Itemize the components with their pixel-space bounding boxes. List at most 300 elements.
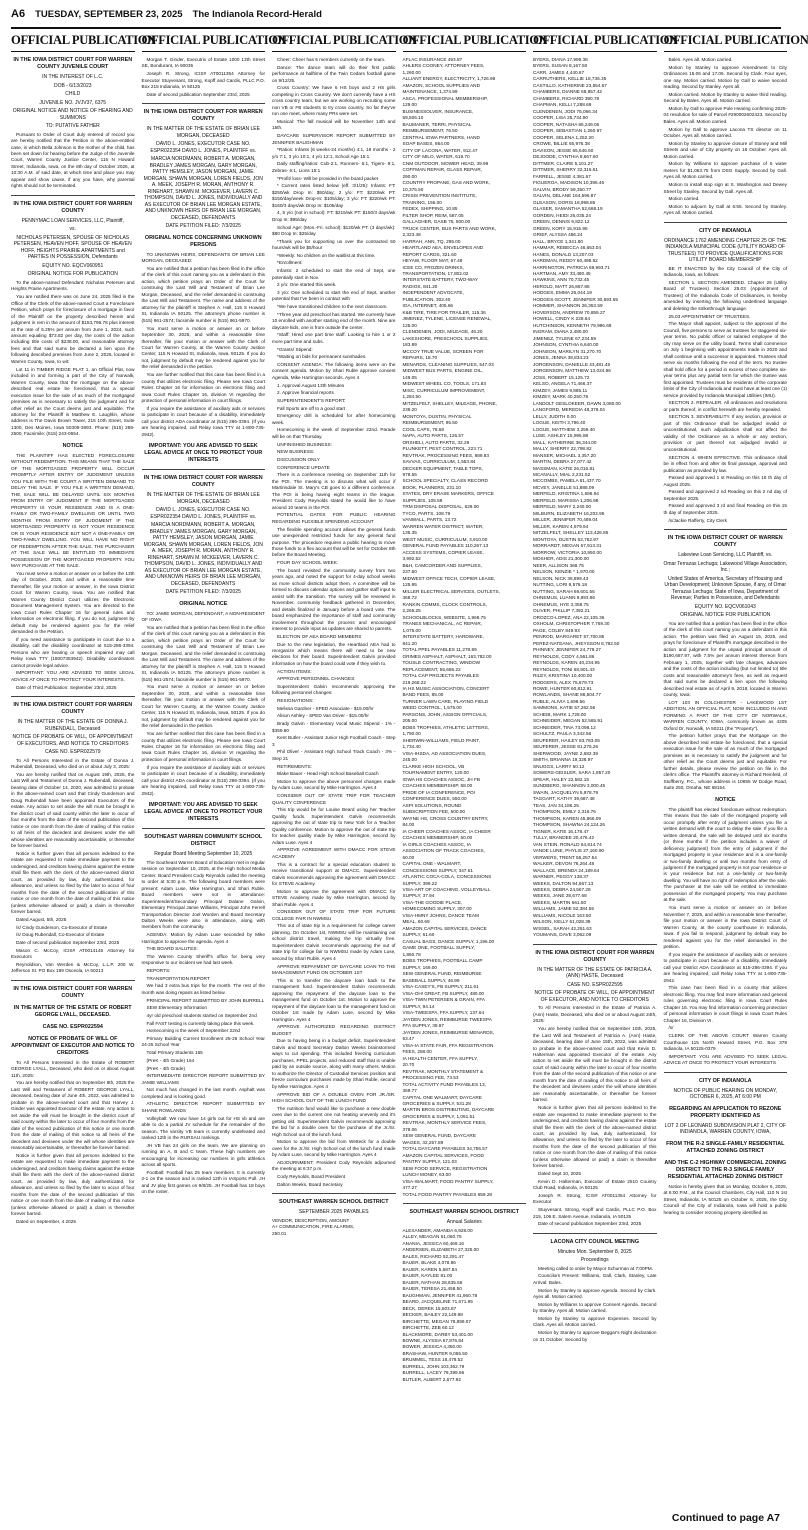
notice-paragraph: TO: JAMIE MORGAN, DEFENDANT, A NON-RESIDENT OF IOWA — [141, 610, 265, 623]
list-line: 1,075.00 — [402, 627, 421, 633]
column-heading: OFFICIAL PUBLICATION — [403, 33, 527, 52]
notice-paragraph: Volleyball: We now have 14 girls out for HS vb and are able to do a partial JV schedule for the remainder of the season. The varsity VB team is currently undefeated and ranked 12th in the RURSAU rankings. — [141, 1115, 265, 1141]
notice-paragraph: Bales. Ayes all. Motion carried. — [668, 57, 733, 62]
notice-paragraph: Musical: The fall musical will be November 14th and 15th. — [272, 118, 396, 131]
notice-paragraph: /s/ Cindy Gunderson, Co-Executor of Estate — [16, 924, 108, 930]
list-line: MASSMAN, KATIE 26,016.81 — [533, 465, 595, 471]
list-line: WAYNE HS, CROSS COUNTRY ENTRY, — [402, 815, 489, 821]
notice-paragraph: Date of second publication September 23rd, 2025 — [16, 939, 120, 945]
notice-paragraph: INTERMEDIATE DIRECTOR REPORT SUBMITTED BY JAMIE WILLIAMS — [141, 1073, 265, 1085]
notice-divider — [142, 828, 266, 829]
list-line: 125.00 — [402, 322, 417, 328]
notice-paragraph: You must serve a motion or answer on or before November 7, 2025, and within a reasonable time thereafter, file your motion or answer in the Iowa District Court of Warren County, at the county courthouse in Indianola, Iowa. If you fail to respond, judgment by default may be rendered against you for the relief demanded in the petition. — [663, 905, 787, 949]
notice-paragraph: You must serve a motion or answer on or before September 30, 2025, and within a reasonable time thereafter, file your motion or answer with the Clerk of Court for Warren County, at the Warren County Justice Center, 115 N Howard St, Indianola, Iowa, 50125. If you do not, judgment by default may be rendered against you for the relief demanded in the petition. — [141, 684, 265, 729]
notice-heading: ORIGINAL NOTICE — [179, 600, 228, 607]
list-line: LOGUE, MATTHEW 3,259.40 — [533, 426, 595, 432]
list-line: BOBS TROPHIES, ATHLETIC LETTERS, — [402, 724, 490, 730]
notice-heading: IMPORTANT: YOU ARE ADVISED TO SEEK LEGAL ADVICE AT ONCE TO PROTECT YOUR INTERESTS — [144, 443, 263, 464]
notice-paragraph: RETIREMENTS: — [277, 763, 312, 769]
list-line: PAGE, COLBY 849.93 — [533, 627, 580, 633]
notice-paragraph: RESIGNATIONS: — [277, 698, 314, 704]
list-line: IA HS MUSIC ASSOCIATION, CONCERT — [402, 685, 490, 691]
list-line: BAUER, KAYLEE 81.00 — [402, 1273, 453, 1279]
list-line: HODGES, EMMA 26,044.19 — [533, 290, 592, 296]
list-line: HOMECOMING SUPPLY, 307.00 — [402, 906, 472, 912]
notice-paragraph: Motion by Gall to approve Lacona TS director on 11 October. Ayes all. Motion carried. — [663, 126, 787, 139]
list-line: 125.95 — [402, 582, 417, 588]
list-line: IA CHEER COACHES ASSOC, IA CHEER — [402, 828, 491, 834]
notice-subheading: ORIGINAL NOTICE FOR PUBLICATION — [680, 612, 771, 619]
notice-paragraph: * Current rates listed below (eff. 3/1/25): Infants: FT: $250/wk Drop In: $50/day; 2 y/o: FT: $220/wk PT: $150/day/week Drop-In: $105/day; 3 y/o: FT: $220/wk PT: $160/3 days/wk Drop In: $105/day — [272, 183, 396, 208]
notice-paragraph: You are further notified that this case has been filed in a county that utilizes electronic filing. Please see Iowa Court Rules Chapter 16 for information on electronic filing and Iowa Court Rules Chapter 16, division VI regarding the protection of personal information in court filings. — [141, 372, 265, 404]
notice-subheading: Omar Terrazas Lechuga; Lakewood Village Association, Inc.; — [663, 560, 787, 574]
notice-heading: IN THE IOWA DISTRICT COURT FOR WARREN COUNTY — [13, 702, 133, 716]
list-line: AMAZON CAPITAL SERVICES, DANCE — [402, 925, 487, 931]
notice-paragraph: You are notified that a petition has been filed in the office of the clerk of this court naming you as a defendant in this action. The petition was filed on August 15, 2025, and prays for foreclosure of Plaintiff's mortgage described in the action and judgment for the unpaid principal amount of $190,687.97, with 7.5% per annum interest thereon from February 1, 2025, together with late charges, advances and the costs of the action including (but not limited to) title costs and reasonable attorney's fees, as well as request that said sums be declared a lien upon the following described real estate as of April 9, 2018, located in Warren county, Iowa: — [663, 620, 787, 697]
list-line: INTERSTATE BATTERY, TWO-WAY — [402, 277, 479, 283]
notice-paragraph: 25.03 APPOINTMENT OF TRUSTEES. — [668, 313, 751, 319]
list-line: BIRCHETTE, ZEB 60.12 — [402, 1325, 454, 1331]
list-line: FEES, 258.00 — [402, 1049, 432, 1055]
notice-subheading: ORDINANCE 1762 AMENDING CHAPTER 25 OF THE INDIANOLA MUNICIPAL CODE (UTILITY BOARD OF TRUSTEES) TO PROVIDE QUALIFICATIONS FOR UTILITY BOARD MEMBERSHIP — [664, 237, 787, 264]
notice-paragraph: *Profit/ loss- Will be provided in the board packet — [277, 175, 379, 181]
notice-paragraph: Motion by Stanley to approve Agenda. Second by Clark. Ayes all. Motion carried. — [533, 1287, 657, 1300]
notice-paragraph: Kevin D. Halterman, Executor of Estate 2510 Country Club Road, Indianola, IA 50125 — [533, 1178, 657, 1191]
list-line: VISA-CASEY'S, FB SUPPLY, 211.61 — [402, 984, 479, 990]
notice-paragraph: You must serve a motion or answer on or before September 30, 2025, and within a reasonable time thereafter, file your motion or answer with the Clerk of Court for Warren County, at the Warren County Justice Center, 115 N Howard St, Indianola, Iowa, 50125. If you do not, judgment by default may be rendered against you for the relief demanded in the petition. — [141, 325, 265, 370]
list-line: 368.72 — [402, 595, 417, 601]
notice-paragraph: Motion by Gall to approve Pole Hearing confirming 2025-04 resolution for sale of Parcel #290002602423. Second by Bales. Ayes all. Motion carried. — [663, 105, 787, 124]
notice-paragraph: 4, 5 y/o (not in school): FT: $215/wk PT: $150/3 days/wk Drop In: $95/day — [272, 210, 396, 222]
list-line: REIMBURSEMENT, 95.50 — [402, 420, 458, 426]
list-line: MITZELFELT, SHELLEY 113,426.85 — [533, 530, 609, 536]
notice-divider — [533, 1233, 657, 1234]
column-heading: OFFICIAL PUBLICATION — [11, 33, 135, 52]
notice-paragraph: Motion to install stop sign at S. Washington and Dewey Street by Stanley. Second by Gall. Ayes all. — [663, 182, 787, 194]
list-line: HOWELL, CINDY K 228.64 — [533, 316, 590, 322]
list-line: TOTAL PPEL PAYABLES 11,278.89 — [402, 647, 477, 653]
list-line: JORGENSON, DANIELLE 43,481.45 — [533, 361, 611, 367]
notice-subheading: CASE NO. ESPR022595 — [566, 981, 623, 988]
list-line: COOPER, NATASHA 95,249.06 — [533, 121, 600, 127]
list-line: MILLER, KAREN 4,979.94 — [533, 523, 589, 529]
list-line: 149.05 — [402, 374, 417, 380]
notice-paragraph: Motion to approve the bid from Wetteck for a double oven for the Jr./Sr. High School out of the lunch fund made by Adam Luse, second by Mike Harrington. Ayes 4 — [272, 1139, 396, 1158]
notice-paragraph: Meeting called to order by Mayor Schurman at 7:00PM. — [538, 1265, 653, 1271]
notice-subheading: LOT 2 OF LEONARD SUBDIVISION PLAT 2, CITY OF INDIANOLA, WARREN COUNTY, IOWA, — [664, 1122, 786, 1136]
notice-subheading: NOTICE OF PUBLIC HEARING ON MONDAY, OCTOBER 6, 2025, AT 6:00 PM — [673, 1087, 777, 1101]
list-line: COOL CAPS, 78.68 — [402, 426, 445, 432]
notice-heading: CITY OF INDIANOLA — [698, 1077, 752, 1084]
notice-paragraph: Due to having being in a budget deficit, Superintendent Galvin and Board Secretary Dalton Weeks brainstormed ways to cut spending. This included freezing curriculum purchases, PPEL projects, and reduced staff that is unable paid by an outside source, along with many others. Motion to authorize the Director of Custodial Services position and freeze curriculum purchases made by Shari Ruble, second by Mike Harrington. Ayes 4 — [272, 1038, 396, 1089]
list-line: SNUGGS, LARRY 60.12 — [533, 763, 585, 769]
list-line: BUTLER, ALBERT 2,677.92 — [402, 1376, 461, 1382]
notice-paragraph: LOT 103 IN COLCHESTER - LAKEWOOD 1ST ADDITION, AN OFFICIAL PLAT, NOW INCLUDED IN AND FORMING A PART OF THE CITY OF NORWALK, WARREN COUNTY, IOWA, commonly known as 4205 Oxford Dr, Norwalk, IA 50211 (the "Property"). — [663, 699, 787, 731]
list-line: KIMZEY, JAMES 9,885.11 — [533, 387, 588, 393]
list-line: SCHOOLBLOCKS, WEBSITE, 1,968.75 — [402, 614, 486, 620]
notice-paragraph: You are hereby notified that on September 8th, 2025 the Last Will and Testament of ROBERT GEORGE LYALL, deceased, bearing date of June 4th, 2022, was admitted to probate in the above-named court and that Harvey J. Ginder was appointed Executor of the estate. Any action to set aside the will must be brought in the district court of said county within the later to occur of four months from the date of the second publication of this notice or one month from the date of mailing of this notice to all heirs of the decedent and devisees under the will whose identities are reasonably ascertainable, or thereafter be forever barred. — [11, 1080, 135, 1151]
notice-paragraph: Fall FAST testing is currently taking place this week. — [146, 1020, 255, 1026]
list-line: MERFELD, MARY 2,240.00 — [533, 504, 591, 510]
list-line: REIMBURSEMENT, 76.50 — [402, 128, 458, 134]
list-line: CARR, JAMES 4,440.67 — [533, 69, 585, 75]
list-line: 1,734.40 — [402, 744, 421, 750]
list-line: SCHNEIDER, TINA 73,098.12 — [533, 724, 596, 730]
list-line: K&B TIRE, TIRE FOR TRAILER, 115.36 — [402, 309, 486, 315]
notice-paragraph: Passed and approved 1 st Reading on this 18 th day of August 2025. — [663, 475, 787, 487]
notice-heading: IMPORTANT: YOU ARE ADVISED TO SEEK LEGAL ADVICE AT ONCE TO PROTECT YOUR INTERESTS — [144, 802, 263, 823]
notice-paragraph: Motion by Williams to approve Consent Agenda. Second by Stanley. Ayes all. Motion carried. — [533, 1301, 657, 1314]
notice-paragraph: The Mayor shall appoint, subject to the approval of the Council, five persons to serve as trustees for staggered six-year terms. No public officer or salaried employee of the city may serve on the utility board. Terms shall commence on July 1 beginning with appointments made in 2020 and shall continue until a successor is appointed. Trustees shall serve six months following the end of the term. No trustee shall hold office for a period in excess of two complete six-year terms plus any partial term for which the trustee was first appointed. Trustees must be residents of the corporate limits of the City of Indianola and must have at least one (1) service provided by Indianola Municipal Utilities (IMU). — [663, 321, 787, 398]
list-line: THOMPSON, KAREN 45,866.09 — [533, 815, 601, 821]
list-line: COACHES MEMBERSHIP, 58.00 — [402, 783, 473, 789]
notice-paragraph: You must serve a motion or answer on or before the 13th day of October, 2025, and within a reasonable time thereafter, file your motion or answer, in the Iowa District Court for Warren County, Iowa. You are notified that Warren County District Court utilizes the Electronic Document Management System. You are directed to the Iowa Court Rules Chapter 16 for general rules and information on electronic filing. If you do not, judgment by default may be rendered against you for the relief demanded in the Petition. — [11, 570, 135, 635]
list-line: JIMENEZ, TYLENE, LICENSE RENEWAL, — [402, 316, 492, 322]
notice-paragraph: APPROVE BID OF A DOUBLE OVEN FOR JR./SR. HIGH SCHOOL OUT OF THE LUNCH FUND — [272, 1091, 396, 1103]
notice-subheading: EQUITY NO. EQCV061043 — [694, 603, 756, 610]
list-line: CHAPMAN, KELLI 7,288.69 — [533, 102, 592, 108]
notice-paragraph: There is a conference meeting on September 11th for the POI. The meeting is to discuss what will occur if Martinsdale St. Mary's CB goes to a different conference. The POI is being having eight teams in the league. President Cody Reynolds stated he would like to have around 10 teams in the POI. — [272, 472, 396, 510]
notice-paragraph: Motion by Williams to approve purchase of 5 water meters for $1,063.75 from DSG Supply. Second by Gall. Ayes all. Motion carried. — [663, 161, 787, 180]
list-line: MORROW, VICTORIA 10,950.00 — [533, 549, 602, 555]
list-line: SEUFERER, JESSE 81,275.26 — [533, 744, 599, 750]
list-line: OXHOLM, CHRISTOPHER 7,769.30 — [533, 621, 610, 627]
list-line: BRUMMEL, TESS 18,478.52 — [402, 1357, 463, 1363]
list-line: SCHOOL SPECIALTY, CLASS RECORD — [402, 478, 488, 484]
list-line: MEAL, 60.69 — [402, 919, 430, 925]
notice-paragraph: You are notified that a petition has been filed in the office of the clerk of this court naming you as a defendant in this action, which petition prays an Order of the Court for construing the Last Will and Testament of Brian Lee Morgan, Deceased, and the relief demanded is construing the Last Will and Testament. The name and address of the attorney for the plaintiff is Stephen A. Hall, 115 S Howard St, Indianola IA 50125. The attorney's phone number is (515) 961-2574; facsimile number is (515) 961-5970. — [141, 624, 265, 682]
notice-paragraph: You are hereby notified that on August 19th, 2025, the Last Will and Testament of Donna J. Rubendall, deceased, bearing date of October 14, 2020, was admitted to probate in the above-named court and that Cindy Gunderson and Doug Rubendall have been appointed Executors of the estate. Any action to set aside the will must be brought in the district court of said county within the later to occur of four months from the date of the second publication of this notice or one month from the date of mailing of this notice to all heirs of the decedent and devisees under the will whose identities are reasonably ascertainable, or thereafter be forever barred. — [11, 771, 135, 849]
notice-heading: LACONA CITY COUNCIL MEETING — [550, 1238, 640, 1245]
notice-paragraph: Passed and approved 2 nd Reading on this 2 nd day of September 2025. — [663, 489, 787, 501]
list-line: VISA-IA STATE FAIR, FFA REGISTRATION — [402, 1042, 494, 1048]
list-line: JOHNSON, CYNTHIA 6,640.00 — [533, 342, 599, 348]
list-line: ATLANTIC COCA-COLA, CONCESSIONS — [402, 874, 492, 880]
list-line: GREEN, KORY 15,915.96 — [533, 225, 588, 231]
notice-paragraph: (PreK - 4th Grade) 164 — [146, 1057, 195, 1063]
notice-paragraph: Emergency drill is scheduled for after homecoming week. — [272, 413, 396, 425]
list-line: VISA-WALMART, FOOD PANTRY SUPPLY, — [402, 1178, 494, 1184]
list-line: LANDOLT GESLOKEER, DAWN 3,080.00 — [533, 400, 621, 406]
list-line: HALL, BRYCE 1,341.80 — [533, 238, 583, 244]
list-line: MENARDS, CLEANING SUPPLIES, 547.03 — [402, 361, 494, 367]
list-line: CLENDENEN, JODI 75,066.34 — [533, 108, 598, 114]
list-line: HUTCHINSON, KENNETH 79,996.69 — [533, 322, 612, 328]
list-line: DECKER EQUIPMENT, TABLE TOPS, — [402, 465, 483, 471]
list-line: BOWER, JESSICA 4,360.00 — [402, 1344, 462, 1350]
notice-paragraph: Homecoming is the week of September 22nd. Parade will be on that Thursday. — [272, 427, 396, 439]
notice-paragraph: *Three year old preschool has started. We currently have 10 enrolled with another starting end of the month. Nine are daycare kids, one is from outside the center. — [272, 311, 396, 330]
notice-paragraph: Alison Ashley - SPED Van Driver - $15.00/hr — [277, 713, 369, 719]
list-line: HOVERSON, ANDREW 70,859.27 — [533, 309, 606, 315]
notice-paragraph: CONSIDER OUT OF STATE TRIP FOR TEACHER QUALITY CONFERENCE — [272, 793, 396, 805]
list-line: SUPPLY, 399.22 — [402, 880, 437, 886]
notice-heading: IN THE IOWA DISTRICT COURT FOR WARREN COUNTY — [143, 475, 263, 489]
list-line: SAMMONS, KATIE 57,262.56 — [533, 705, 596, 711]
notice-paragraph: Daily staffing/ratios: Cub-2:1, Runners- 6:1, Tigers- 9:1, Zebras- 6:1, Lions 15:1 — [272, 161, 396, 173]
notice-subheading: CHILD — [65, 91, 81, 98]
notice-subheading: IN THE MATTER OF THE ESTATE OF PATRICIA A. (ANN) HASTE, Deceased — [537, 966, 653, 980]
column-1 — [11, 33, 156, 1511]
notice-divider — [142, 103, 266, 104]
list-line: GLASER, SAMANTHA 52,668.19 — [533, 206, 603, 212]
list-line: MANSER, MICHAEL 3,357.20 — [533, 452, 596, 458]
list-line: ASSOCIATION OF TRACK COACHES, — [402, 848, 485, 854]
list-line: WEST MUSIC, CURRICULUM, 3,910.00 — [402, 536, 488, 542]
notice-divider — [11, 696, 135, 697]
list-line: LAKESHORE, PRESCHOOL SUPPLIES, — [402, 335, 489, 341]
list-line: FIGUEROA, MADISON 10,396.46 — [533, 180, 605, 186]
notice-paragraph: *Staff: Hired one part time staff. Looking to hire 1 or 2 more part time and subs. — [272, 332, 396, 344]
notice-paragraph: Cody Reynolds, Board President — [277, 1174, 346, 1180]
notice-subheading: DAVID L. JONES, EXECUTOR CASE NO. ESPR022354 DAVID L. JONES, PLAINTIFF vs. — [150, 507, 257, 520]
notice-paragraph: *Thank you for supporting us over the contracted 50 hours/wk will be $5/hour — [272, 238, 396, 251]
list-line: TRUCK CENTER, BUS PARTS AND WORK, — [402, 225, 497, 231]
notice-paragraph: If you require the assistance of auxiliary aids or services to participate in court because of a disability, immediately call your district ADA coordinator at (515) 286-3394. (If you are hearing impaired, call Relay Iowa TTY at 1-800-735-2942). — [141, 405, 265, 437]
list-line: PHINNEY, JENNIFER 24,779.27 — [533, 647, 601, 653]
list-line: ANANIA, JESSICA 60,469.16 — [402, 1240, 464, 1246]
list-line: REPAIRS, 18.70 — [402, 355, 438, 361]
list-line: VISA-HMNY JOHNS, DANCE TEAM — [402, 912, 479, 918]
notice-paragraph: /s/Jackie Rafferty, City Clerk — [668, 517, 727, 523]
notice-paragraph: THE BOARD SALUTES: — [146, 946, 198, 952]
list-line: DITTMER, CLAIRE 5,101.27 — [533, 160, 593, 166]
notice-subheading: NOTICE OF PROBATE OF WILL, OF APPOINTMENT OF EXECUTORS, AND NOTICE TO CREDITORS — [12, 734, 133, 747]
list-line: NUTTING, SARAH 69,601.55 — [533, 588, 595, 594]
notice-paragraph: /s/ — [668, 1025, 674, 1031]
column-heading: OFFICIAL PUBLICATION — [142, 33, 266, 52]
list-line: 135.35 — [402, 530, 417, 536]
notice-heading: IN THE IOWA DISTRICT COURT FOR WARREN COUNTY — [13, 200, 133, 214]
list-line: TULLY, BRANDEE 20,476.42 — [533, 835, 595, 841]
notice-paragraph: We had 3 extra bus trips for the month. The rest of the month was doing repairs as listed below. — [141, 983, 265, 995]
list-line: MIDWEST OFFICE TECH, COPIER LEASE, — [402, 575, 496, 581]
list-line: BAUER, KAREN 5,687.84 — [402, 1266, 457, 1272]
notice-subheading: DOB - 6/13/2023 — [53, 82, 92, 89]
notice-paragraph: ELECTION OF AEA BOARD MEMBERS — [277, 633, 362, 639]
notice-paragraph: PRINCIPAL REPORT SUBMITTED BY JOHN BURRELL — [146, 997, 265, 1003]
list-line: WALKER, DEVON 76,264.48 — [533, 861, 595, 867]
list-line: SHERWIN-WILLIAMS, FIELD PAINT, — [402, 737, 480, 743]
list-line: SMITH, BRIANNA 19,328.97 — [533, 757, 593, 763]
list-line: OLIVER, PHILLIP 7,392.21 — [533, 608, 590, 614]
notice-subheading: vs. — [69, 226, 76, 233]
list-line: 60.00 — [402, 854, 415, 860]
notice-subheading: ORIGINAL NOTICE FOR PUBLICATION — [27, 271, 118, 278]
list-line: 290.00 — [402, 173, 417, 179]
notice-paragraph: *Enrollment: — [277, 260, 303, 266]
list-line: PANTRY SUPPLY, 121.03 — [402, 1159, 457, 1165]
notice-paragraph: The nutrition fund would like to purchase a new double oven due to the current one not heating unevenly and it's getting old. Superintendent Galvin recommends approving the bid for a double oven for the purchase of the Jr./Sr. High School out of the lunch fund. — [272, 1105, 396, 1137]
notice-divider — [11, 195, 135, 196]
notice-paragraph: Motion to approve the agreement with DMACC for STEVE Academy made by Mike Harrington, second by Shari Ruble. Ayes 4 — [272, 888, 396, 907]
list-line: SHERWOOD, JAYNE 2,682.39 — [533, 750, 598, 756]
list-line: TEAS, JAN 34,186.25 — [533, 802, 579, 808]
notice-paragraph: ADJOURNMENT: President Cody Reynolds adjourned the meeting at 6:37 p.m. — [272, 1159, 396, 1172]
list-line: HANES, DONALD 13,207.03 — [533, 251, 594, 257]
list-line: COFFMAN REPAIR, GLASS REPAIR, — [402, 167, 483, 173]
list-line: CARRUTHERS, KELLIE 18,736.35 — [533, 76, 607, 82]
list-line: COOPER, SEBASTIAN 1,260.97 — [533, 128, 602, 134]
list-line: TOTAL DAYCARE PAYABLES 34,755.57 — [402, 1146, 488, 1152]
notice-paragraph: DISCUSSION ONLY — [277, 456, 320, 462]
list-line: MARTIN, DEBRA 27,077.42 — [533, 459, 592, 465]
list-line: SAVVAS, CURRICULUM, 1,553.84 — [402, 459, 476, 465]
notice-subheading: JUVENILE NO. JVJV37, 6375 — [39, 99, 107, 106]
list-line: NAPA, AUTO PARTS, 126.57 — [402, 433, 464, 439]
list-line: 129.00 — [402, 102, 417, 108]
notice-paragraph: Homecoming is the week of September 22nd — [146, 1028, 241, 1034]
list-line: SUPPLY, 169.00 — [402, 964, 437, 970]
notice-paragraph: Infants: 2 scheduled to start the end of Sept, one potentially start in Nov. — [272, 268, 396, 280]
notice-paragraph: Dated August, 5th, 2025 — [16, 916, 67, 922]
list-line: CITY OF MILO, WATER, 619.70 — [402, 154, 470, 160]
list-line: 2,323.48 — [402, 232, 421, 238]
list-line: TRAINING, 156.00 — [402, 199, 442, 205]
list-line: SOWERS-GEISLER, SARA 1,857.20 — [533, 770, 611, 776]
notice-divider — [272, 1193, 396, 1194]
list-line: WEEKS, DALTON 94,667.13 — [533, 880, 594, 886]
notice-paragraph: 2 y/o: One started this week. — [277, 282, 337, 288]
notice-heading: NOTICE — [715, 796, 736, 803]
notice-paragraph: Fall Sports are off to a good start — [277, 405, 346, 411]
list-line: PENROD, MARGARET 57,700.85 — [533, 634, 605, 640]
notice-paragraph: Date of second publication September 23rd, 2025 — [538, 1221, 642, 1227]
notice-paragraph: This is to transfer the daycare loan back to the management fund. Superintendent Galvin recommends approving the repayment of the daycare loan to the management fund on October 1st. Motion to approve the repayment of the daycare loan to the management fund on October 1st made by Adam Luse, second by Mike Harrington. Ayes 4 — [272, 977, 396, 1022]
list-line: REVTRAK, MONTHLY STATEMENT & — [402, 1068, 484, 1074]
list-line: WAGES, 32,257.89 — [402, 1139, 444, 1145]
notice-paragraph: Phil Oliver - Assistant High School Track Coach - 3% - Step 21 — [272, 749, 396, 761]
list-line: YOUMANS, DAVE 3,062.09 — [533, 932, 592, 938]
list-line: IOWA HS COACHES ASSOC, JH FB — [402, 776, 480, 782]
list-line: REVTRAK, MONTHLY SERVICE FEES, — [402, 1120, 487, 1126]
notice-paragraph: Notice is further given that all persons indebted to the estate are requested to make immediate payment to the undersigned, and creditors having claims against the estate shall file them with the clerk of the above-named district court, as provided by law, duly authenticated, for allowance, and unless so filed by the later to occur of four months from the date of the second publication of this notice or one month from the date of mailing of this notice (unless otherwise allowed or paid) a claim is thereafter forever barred. — [11, 1152, 135, 1217]
list-line: COOPER, LISA 25,734.90 — [533, 115, 588, 121]
notice-paragraph: Dated Sept 10, 2025 — [538, 1171, 582, 1177]
notice-subheading: DATE PETITION FILED: 7/3/2025 — [165, 589, 241, 596]
list-line: CASTILLO, KATHERINE 23,554.67 — [533, 82, 607, 88]
notice-paragraph: Superintendent Galvin recommends approving the following personnel changes: — [272, 683, 396, 696]
notice-paragraph: Cross Country: We have 6 HS boys and 2 HS girls competing in Cross Country. We don't currently have a HS cross country team, but we are working on recruiting some non VB or FB students to try cross country. So far they've run one meet, where many PRs were set. — [272, 85, 396, 117]
list-line: MALL, KATHERINE 36,344.00 — [533, 439, 597, 445]
list-line: WEEKS, JANE 28,677.68 — [533, 893, 587, 899]
notice-paragraph: Motion to approve the above personnel changes made by Adam Luse, second by Mike Harrington. Ayes 4 — [272, 778, 396, 791]
notice-heading: REGARDING AN APPLICATION TO REZONE PROPERTY IDENTIFIED AS — [669, 1105, 782, 1119]
notice-subheading: EQUITY NO. EQCV060951 — [42, 262, 104, 269]
notice-paragraph: Due to the new legislation, the Heartland AEA had to reorganize which means there will need to be new elections for their board. Superintendent Galvin provided information on how the board could vote if they wish to. — [272, 641, 396, 666]
list-line: BAUGHMAN, JENNIFER 41,960.78 — [402, 1292, 478, 1298]
notice-paragraph: This trip would be for Louise Beard using her Teacher Quality funds. Superintendent Galvin recommends approving the out of state trip to New York for a Teacher Quality conference. Motion to approve the out of state trip for teacher quality made by Mike Harrington, second by Adam Luse. Ayes 4 — [272, 807, 396, 845]
list-line: BASEBALL SUPPLY, 46.99 — [402, 977, 460, 983]
list-line: CENTRAL IOWA PARTNERS, HAND — [402, 134, 480, 140]
notice-paragraph: Lot 11 in TIMBER RIDGE PLAT 1, an Official Plat, now included in and forming a part of the City of Norwalk, Warren County, Iowa that the mortgage on the above-described real estate be foreclosed, that a special execution issue for the sale of as much of the mortgaged premises as is necessary to satisfy the judgment and for other relief as the Court deems just and equitable. The attorney for the Plaintiff is Matthew E. Laughlin, whose address is The Davis Brown Tower, 215 10th Street, Suite 1300, Des Moines, Iowa 50309-3993. Phone: (515) 288-2500, Facsimile: (515) 243-0654. — [11, 366, 135, 437]
list-line: 53.47 — [402, 1036, 415, 1042]
notice-paragraph: *Weekly: No children on the waitlist at this time. — [277, 252, 376, 258]
notice-subheading: ORIGINAL NOTICE AND NOTICE OF HEARING AND SUMMONS — [12, 108, 133, 121]
list-line: TOTAL FOOD PANTRY PAYABLES 659.28 — [402, 1191, 493, 1197]
list-line: TOURNAMENT ENTRY, 120.00 — [402, 770, 469, 776]
notice-paragraph: ATHLETIC DIRECTOR REPORT SUBMITTED BY SHANE ROWLANDS — [141, 1101, 265, 1113]
notice-paragraph: Kent Butler - Assistant Junior High Football Coach - Step 3 — [272, 735, 396, 747]
list-line: SCHNEIDER, MEGAN 52,565.91 — [533, 718, 603, 724]
list-line: MALLY, SHERRY 22,798.82 — [533, 446, 592, 452]
notice-paragraph: Notice is hereby given that on Monday, October 6, 2025, at 6:00 P.M., at the Council Chambers, City Hall, 110 N 1st Street, Indianola, IA 50125 on October 6, 2025, the City Council of the City of Indianola, Iowa will hold a public hearing to consider rezoning property identified as — [663, 1183, 787, 1215]
notice-subheading: United States of America, Secretary of Housing and Urban Development; Unknown Spouse, if any, of Omar Terrazas Lechuga; State of Iowa, Department of Revenue; Parties in Possession, and Defendants — [664, 575, 787, 602]
notice-subheading: IN THE MATTER OF THE ESTATE OF BRIAN LEE MORGAN, DECEASED — [146, 492, 260, 505]
notice-subheading: Regular Board Meeting September 10, 2025 — [154, 851, 253, 858]
notice-paragraph: *Grants/ Stipend: — [277, 346, 313, 352]
notice-paragraph: CONSIDER OUT OF STATE TRIP FOR FUTURE COLLEGE FAIR IN NWMSU — [272, 909, 396, 921]
list-line: 183.89 — [402, 342, 417, 348]
list-line: JAYDEN JONES, REIMBURSE TWEESPA — [402, 1016, 492, 1022]
list-line: TOUSLE CONTRACTING, WINDOW — [402, 660, 481, 666]
list-line: JOSS, ROBERT 15,125.72 — [533, 374, 590, 380]
list-line: SEW GENERAL FUND, DAYCARE — [402, 1133, 476, 1139]
notice-paragraph: Joseph R. Strong, ICIS# AT0011354 Attorney for Executor — [533, 1192, 657, 1205]
list-line: HARRINGTON, PATRICIA 69,993.71 — [533, 264, 610, 270]
list-line: MISC, CURRICULUM IMPROVEMENT, — [402, 387, 486, 393]
list-line: TOTAL CAP PROJECTS PAYABLES — [402, 673, 479, 679]
notice-paragraph: TRANSPORTATION REPORT — [146, 975, 210, 981]
list-line: SUBSCRIPTION FEE, 500.00 — [402, 809, 466, 815]
list-line: STATES, DRY ERASE MARKERS, OFFICE — [402, 491, 494, 497]
list-line: JORGENSON, MATTHEW 13,024.96 — [533, 368, 611, 374]
notice-paragraph: 4yr old preschool students started on September 2nd — [146, 1012, 257, 1018]
list-line: CAPITAL ONE WALMART, DAYCARE — [402, 1094, 482, 1100]
notice-paragraph: The board revisited the community survey from two years ago, and noted the support for 4-day school weeks as more school districts adopt them. A committee will be formed to discuss calendar options and gather staff input to assist with the transition. The survey will be reviewed in November, community feedback gathered in December, and details finalized in January before a board vote. The board emphasized the importance of staff and community involvement throughout the process and encouraged interest to provide input as updates are shared to parents. — [272, 567, 396, 632]
list-line: HAMMAR, REBECCA 46,653.04 — [533, 245, 601, 251]
list-line: 245.00 — [402, 757, 417, 763]
list-line: 978.55 — [402, 472, 417, 477]
list-line: WILLIAMS, NICOLE 163.50 — [533, 912, 592, 918]
list-line: CLARKE HIGH SCHOOL, VB — [402, 763, 465, 769]
list-line: HEARTLAND AEA, ENVELOPES AND — [402, 245, 484, 251]
list-line: LUSE, ASHLEY 15,995.88 — [533, 433, 589, 439]
notice-subheading: DATE PETITION FILED: 7/3/2025 — [165, 223, 241, 230]
notice-subheading: NOTICE OF PROBATE OF WILL, OF APPOINTMENT OF EXECUTOR, AND NOTICE TO CREDITORS — [534, 990, 655, 1003]
notice-paragraph: If you need assistance to participate in court due to a disability, call the disability coordinator at 515-286-3394. Persons who are hearing or speech impaired may call Relay Iowa TTY (18007353942). Disability coordinators cannot provide legal advice. — [11, 636, 135, 668]
list-line: GORDEN, HEIDI 26,035.24 — [533, 212, 591, 218]
column-4 — [402, 33, 548, 1511]
notice-paragraph: Motion by Stanley to approve Amendment to City Ordinances 15.06 and 17.06. Second by Clark. Four ayes, one nay. Motion carried. Motion by Gall to waive second reading. Second by Stanley. Ayes all. — [663, 64, 787, 90]
notice-paragraph: To the above-named Defendant: Nicholas Petersen and Heights Prairie Apartments. — [11, 279, 135, 292]
list-line: NUTTING, LORI 9,576.18 — [533, 582, 587, 588]
notice-paragraph: /s/ Doug Rubendall, Co-Executor of Estate — [16, 932, 105, 938]
list-line: MIDWEST WHEEL CO, TOOLS, 171.83 — [402, 381, 486, 387]
list-line: OHNEMUS, HYE 3,358.75 — [533, 601, 589, 607]
notice-paragraph: AGENDA: Motion by Adam Luse seconded by Mike Harrington to approve the agenda. Ayes 4 — [141, 932, 265, 944]
list-line: SEW GENERAL FUND, REIMBURSE — [402, 971, 482, 977]
list-line: LUNCH MONEY, 63.00 — [402, 1172, 451, 1178]
list-line: GLEASON, DORIS 18,998.85 — [533, 199, 596, 205]
notice-paragraph: IMPORTANT: YOU ARE ADVISED TO SEEK LEGAL ADVICE AT ONCE TO PROTECT YOUR INTERESTS — [663, 1053, 787, 1066]
list-line: MCCOY TRUE VALUE, SCREEN FOR — [402, 348, 484, 354]
list-line: DEJOODE, CYNTHIA 8,667.60 — [533, 154, 599, 160]
list-line: 1,790.00 — [402, 731, 421, 737]
list-line: BIRCHETTE, MEGAN 78,899.07 — [402, 1318, 472, 1324]
list-line: HODGES-SCOTT, JENNIFER 30,693.65 — [533, 296, 618, 302]
notice-paragraph: SECTION 2. REPEALER. All ordinances and resolutions or parts thereof, in conflict herewith are hereby repealed. — [663, 400, 787, 412]
list-line: SUPPLY, 37.94 — [402, 893, 435, 899]
list-line: WEEKS, MARTIN 661.50 — [533, 899, 587, 905]
list-line: SUPPLY, 61.60 — [402, 932, 435, 938]
list-line: SUPPLY, 94.14 — [402, 1003, 435, 1009]
list-line: MARTIN BROS DISTRIBUTING, DAYCARE — [402, 1107, 495, 1113]
list-line: TIGNER, KATIE 16,178.47 — [533, 828, 589, 834]
list-line: OROZCO-LOPEZ, ANA 22,105.36 — [533, 614, 605, 620]
list-line: ROWE, HUNTER 60,812.91 — [533, 685, 592, 691]
list-line: 239.20 — [402, 407, 417, 413]
